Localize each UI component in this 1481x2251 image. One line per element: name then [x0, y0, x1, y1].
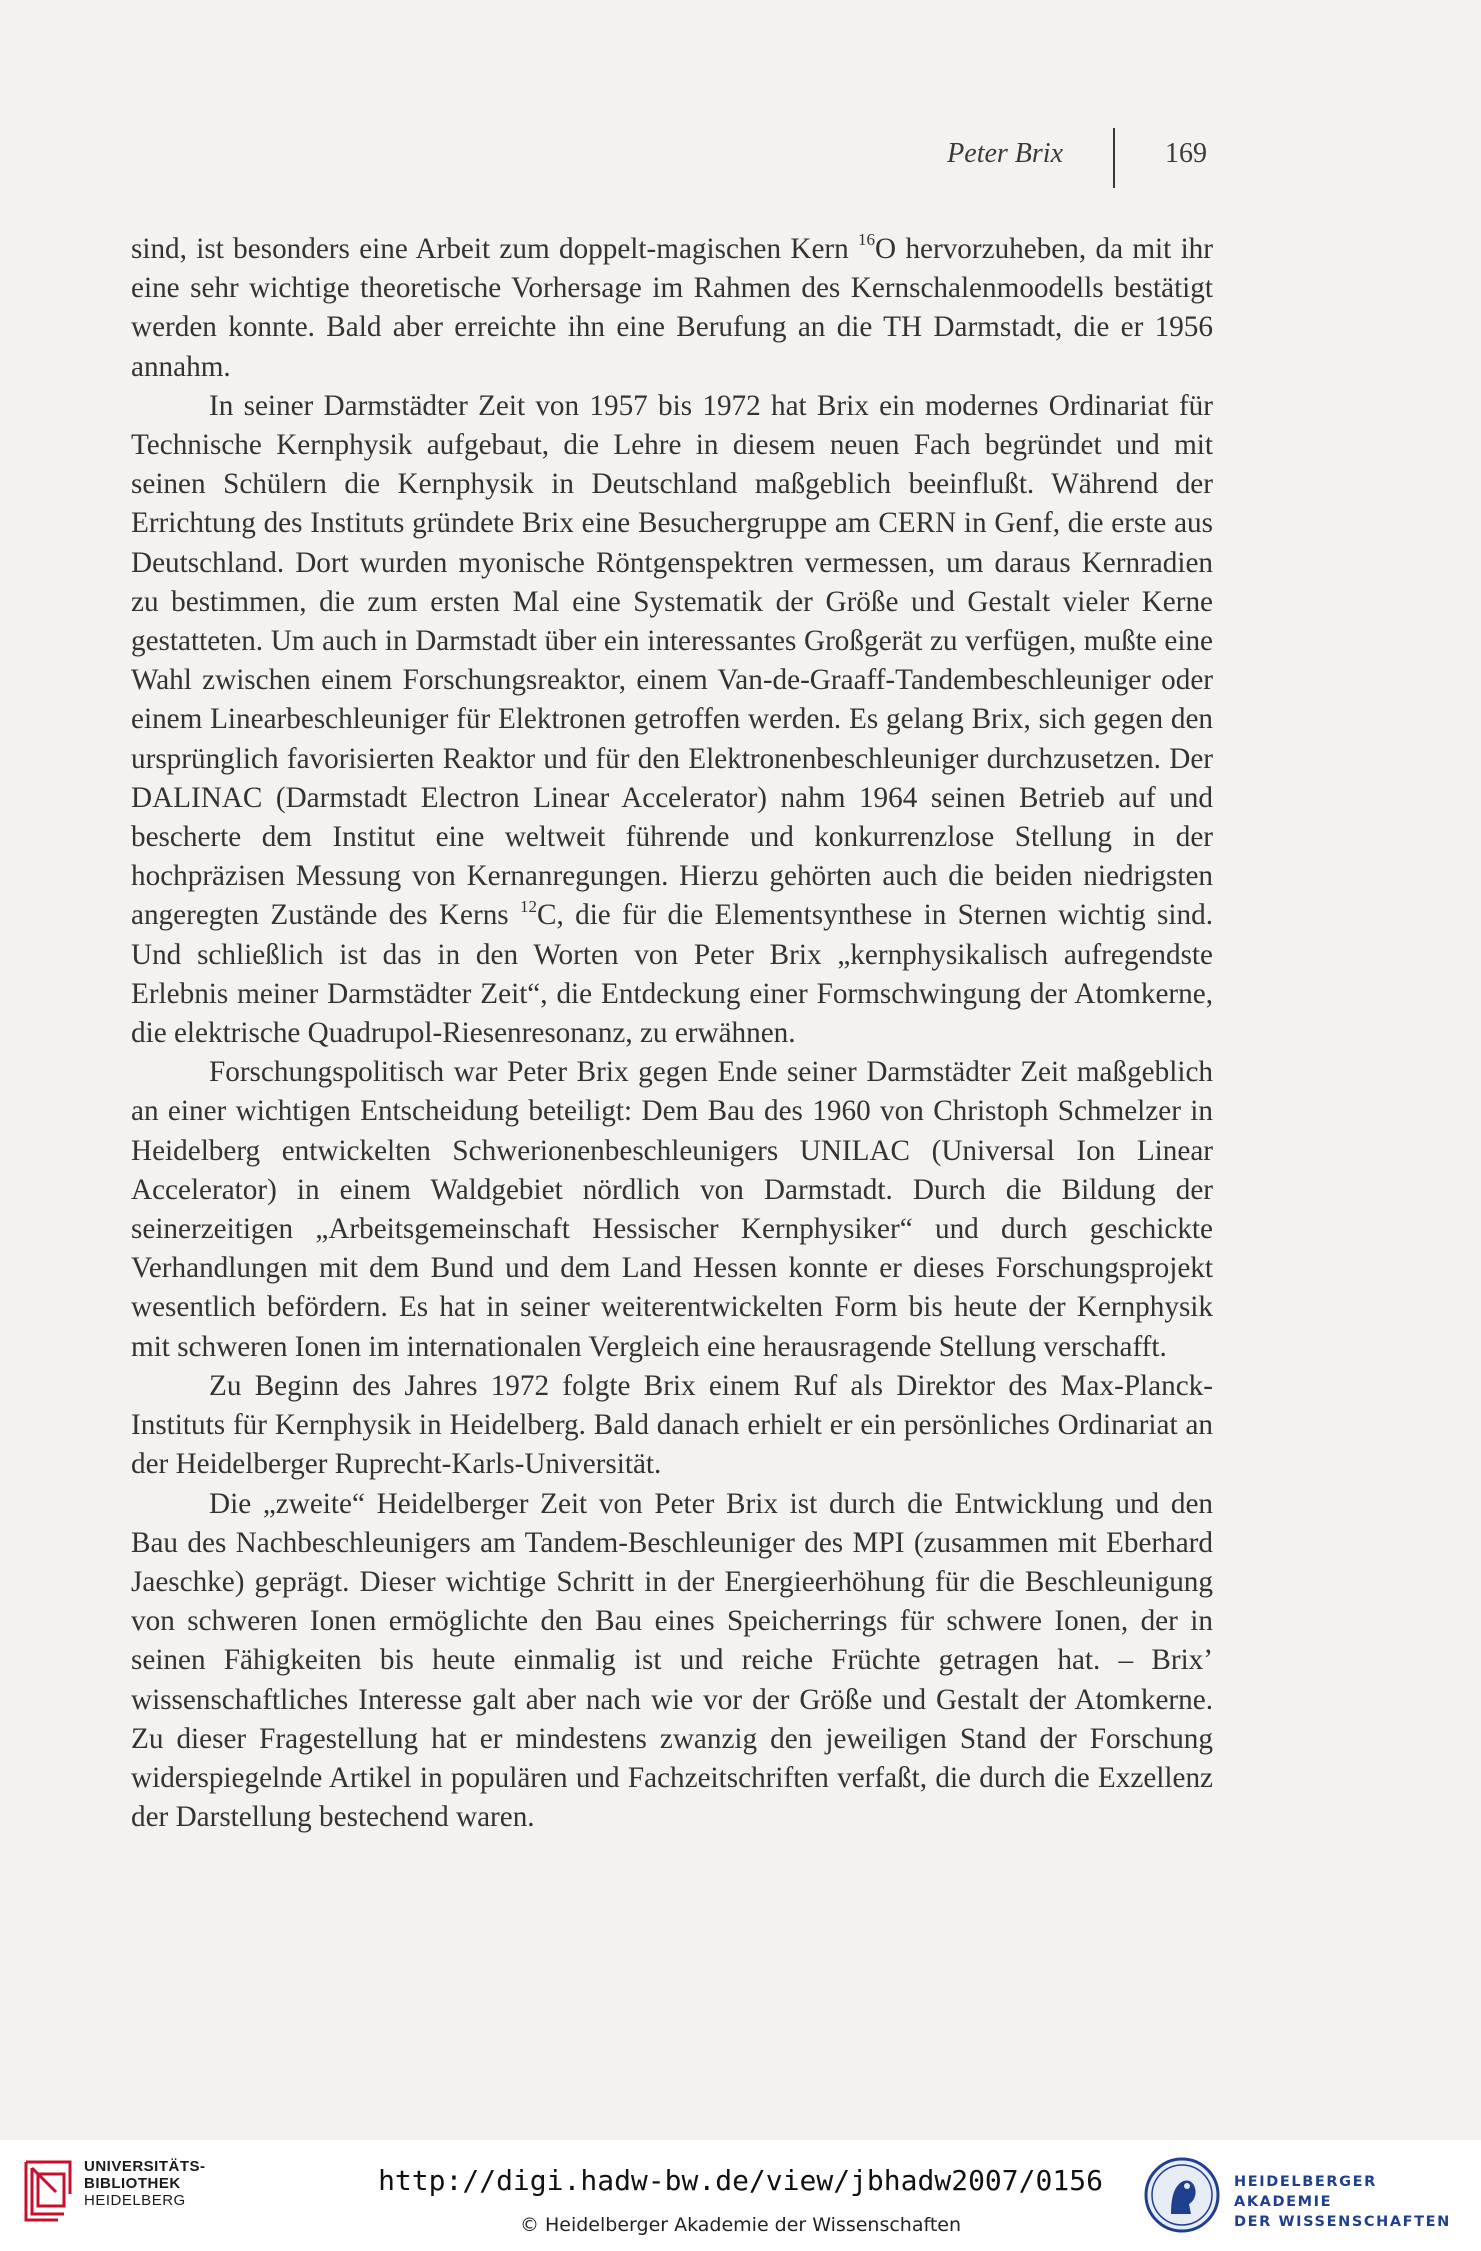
- library-name-line2: BIBLIOTHEK: [84, 2175, 181, 2192]
- library-name-line3: HEIDELBERG: [84, 2192, 186, 2209]
- paragraph-text: In seiner Darmstädter Zeit von 1957 bis 1972 hat Brix ein modernes Ordinariat für Technische Kernphysik aufgebaut, die Lehre in diesem neuen Fach begründet und mit seinen Schülern die Kernphysik in Deutschland maßgeblich beeinflußt. Während der Errichtung des Instituts gründete Brix eine Besuchergruppe am CERN in Genf, die erste aus Deutschland. Dort wurden myonische Röntgenspektren vermessen, um daraus Kernradien zu bestimmen, die zum ersten Mal eine Systematik der Größe und Gestalt vieler Kerne gestatteten. Um auch in Darmstadt über ein interessantes Großgerät zu verfügen, mußte eine Wahl zwischen einem Forschungsreaktor, einem Van-de-Graaff-Tandembeschleuniger oder einem Linearbeschleuniger für Elektronen getroffen werden. Es gelang Brix, sich gegen den ursprünglich favorisierten Reaktor und für den Elektronenbeschleuniger durchzusetzen. Der DALINAC (Darmstadt Electron Linear Accelerator) nahm 1964 seinen Betrieb auf und bescherte dem Institut eine weltweit führende und konkurrenzlose Stellung in der hochpräzisen Messung von Kernanregungen. Hierzu gehörten auch die beiden niedrigsten angeregten Zustände des Kerns: [131, 389, 1213, 932]
- mass-number-superscript: 12: [520, 896, 537, 916]
- running-head: [0, 128, 1481, 188]
- paragraph: [131, 230, 1213, 387]
- academy-name-line2: DER WISSENSCHAFTEN: [1234, 2214, 1451, 2230]
- paragraph: [131, 1053, 1213, 1367]
- paragraph-text: Forschungspolitisch war Peter Brix gegen Ende seiner Darmstädter Zeit maßgeblich an einer wichtigen Entscheidung beteiligt: Dem Bau des 1960 von Christoph Schmelzer in Heidelberg entwickelten Schwerionenbeschleunigers UNILAC (Universal Ion Linear Accelerator) in einem Waldgebiet nördlich von Darmstadt. Durch die Bildung der seinerzeitigen „Arbeitsgemeinschaft Hessischer Kernphysiker“ und durch geschickte Verhandlungen mit dem Bund und dem Land Hessen konnte er dieses Forschungsprojekt wesentlich befördern. Es hat in seiner weiterentwickelten Form bis heute der Kernphysik mit schweren Ionen im internationalen Vergleich eine herausragende Stellung verschafft.: [131, 1056, 1213, 1363]
- permalink-url[interactable]: http://digi.hadw-bw.de/view/jbhadw2007/0156: [378, 2164, 1103, 2197]
- library-name-line1: UNIVERSITÄTS-: [84, 2158, 206, 2175]
- paragraph: [131, 1485, 1213, 1838]
- paragraph-text: Die „zweite“ Heidelberger Zeit von Peter Brix ist durch die Entwicklung und den Bau des Nachbeschleunigers am Tandem-Beschleuniger des MPI (zusammen mit Eberhard Jaeschke) geprägt. Dieser wichtige Schritt in der Energieerhöhung für die Beschleunigung von schweren Ionen ermöglichte den Bau eines Speicherrings für schwere Ionen, der in seinen Fähigkeiten bis heute einmalig ist und reiche Früchte getragen hat. – Brix’ wissenschaftliches Interesse galt aber nach wie vor der Größe und Gestalt der Atomkerne. Zu dieser Fragestellung hat er mindestens zwanzig den jeweiligen Stand der Forschung widerspiegelnde Artikel in populären und Fachzeitschriften verfaßt, die durch die Exzellenz der Darstellung bestechend waren.: [131, 1487, 1213, 1834]
- header-divider: [1113, 128, 1115, 188]
- paragraph: [131, 1367, 1213, 1485]
- body-text: [131, 230, 1213, 1837]
- page-number: 169: [1165, 138, 1207, 169]
- paragraph-text: C, die für die Elementsynthese in Sternen wichtig sind. Und schließlich ist das in den Worten von Peter Brix „kernphysikalisch aufregendste Erlebnis meiner Darmstädter Zeit“, die Entdeckung einer Formschwingung der Atomkerne, die elektrische Quadrupol-Riesenresonanz, zu erwähnen.: [131, 899, 1213, 1050]
- academy-name: [1234, 2172, 1481, 2232]
- paragraph-text: Zu Beginn des Jahres 1972 folgte Brix einem Ruf als Direktor des Max-Planck-Instituts für Kernphysik in Heidelberg. Bald danach erhielt er ein persönliches Ordinariat an der Heidelberger Ruprecht-Karls-Universität.: [131, 1369, 1213, 1481]
- paragraph-text: sind, ist besonders eine Arbeit zum doppelt-magischen Kern: [131, 233, 859, 265]
- paragraph: [131, 387, 1213, 1053]
- academy-name-line1: HEIDELBERGER AKADEMIE: [1234, 2174, 1377, 2210]
- paragraph-text: O hervorzuheben, da mit ihr eine sehr wichtige theoretische Vorhersage im Rahmen des Kernschalenmoodells bestätigt werden konnte. Bald aber erreichte ihn eine Berufung an die TH Darmstadt, die er 1956 annahm.: [131, 233, 1214, 383]
- mass-number-superscript: 16: [858, 230, 876, 250]
- running-title: Peter Brix: [947, 138, 1063, 169]
- academy-seal-icon: [1143, 2156, 1221, 2234]
- copyright-notice: © Heidelberger Akademie der Wissenschaften: [519, 2214, 962, 2236]
- footer-bar: [0, 2140, 1481, 2251]
